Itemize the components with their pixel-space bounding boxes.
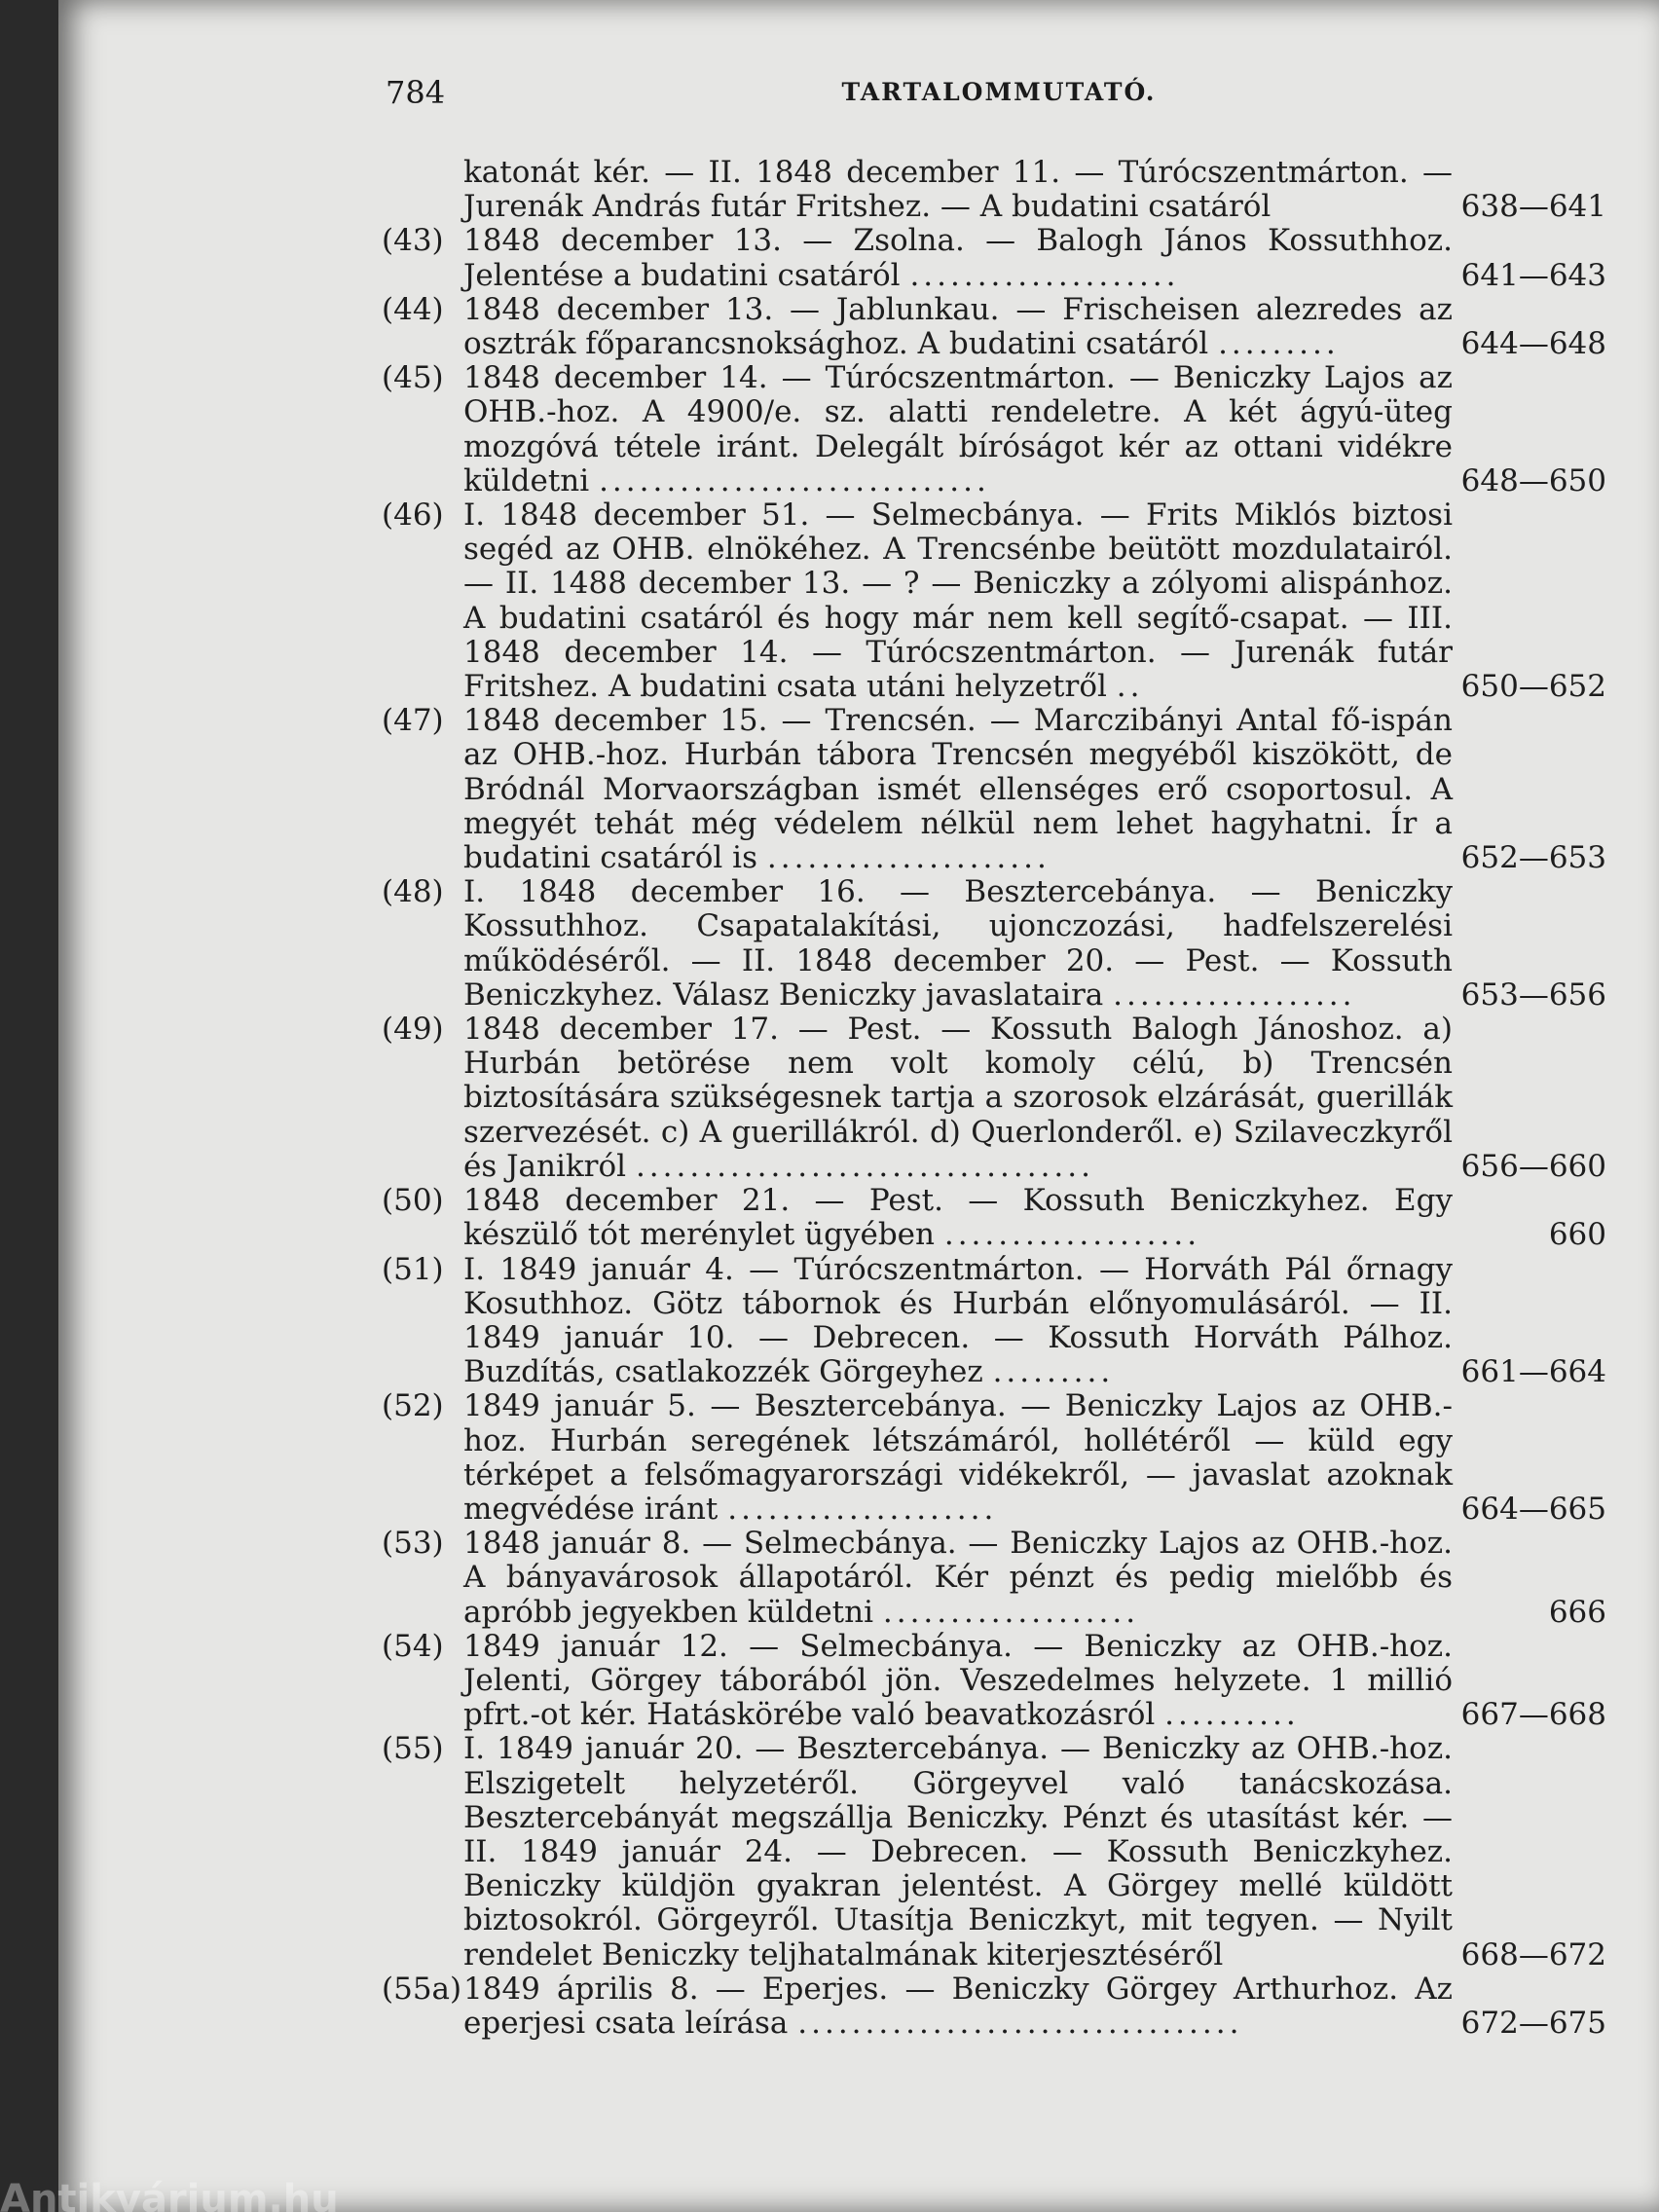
entry-pages: 661—664 (1460, 1354, 1606, 1390)
entry-text: 1848 december 15. — Trencsén. — Marczibányi Antal fő-ispán az OHB.-hoz. Hurbán tábora Trencsén megyéből kiszökött, de Bródnál Morvaországban ismét ellenséges erő csoportosul. A megyét tehát még védelem nélkül nem lehet hagyhatni. Ír a budatini csatáról is ..................... (463, 703, 1453, 876)
entry-pages: 652—653 (1460, 840, 1606, 876)
entry-number: (55a) (382, 1971, 462, 2007)
entry-text: 1849 április 8. — Eperjes. — Beniczky Görgey Arthurhoz. Az eperjesi csata leírása ................................. (463, 1971, 1453, 2041)
watermark-text: Antikvárium.hu (0, 2177, 339, 2212)
toc-entry (382, 1013, 1628, 1184)
entry-pages: 648—650 (1460, 462, 1606, 498)
entry-number: (50) (382, 1183, 444, 1219)
dot-leader: ......... (992, 1354, 1115, 1390)
entry-pages: 667—668 (1460, 1697, 1606, 1733)
toc-entry (382, 361, 1628, 498)
dot-leader: .......... (1164, 1697, 1300, 1733)
entry-number: (54) (382, 1628, 444, 1664)
toc-entry (382, 1527, 1628, 1630)
entry-number: (51) (382, 1251, 444, 1287)
toc-entry (382, 704, 1628, 875)
dot-leader: .................. (1113, 977, 1356, 1013)
entry-text: 1848 december 17. — Pest. — Kossuth Balogh Jánoshoz. a) Hurbán betörése nem volt komoly célú, b) Trencsén biztosítására szükségesnek tartja a szorosok elzárását, guerillák szervezését. c) A guerillákról. d) Querlonderől. e) Szilaveczkyről és Janikról .................................. (463, 1012, 1453, 1184)
toc-entry (382, 1732, 1628, 1972)
entry-number: (53) (382, 1526, 444, 1562)
entry-text: 1848 december 14. — Túrócszentmárton. — Beniczky Lajos az OHB.-hoz. A 4900/e. sz. alatti rendeletre. A két ágyú-üteg mozgóvá tétele iránt. Delegált bíróságot kér az ottani vidékre küldetni ............................. (463, 360, 1453, 498)
toc-entry (382, 1184, 1628, 1252)
dot-leader: ................... (943, 1217, 1201, 1253)
page-header (386, 74, 1612, 113)
book-page (58, 0, 1659, 2212)
entry-pages: 666 (1548, 1594, 1606, 1630)
entry-number: (43) (382, 223, 444, 259)
dot-leader: .................... (727, 1491, 998, 1527)
entry-pages: 668—672 (1460, 1936, 1606, 1972)
entry-pages: 653—656 (1460, 977, 1606, 1013)
dot-leader: ................... (882, 1594, 1140, 1630)
toc-entry (382, 498, 1628, 704)
toc-entry (382, 224, 1628, 292)
entry-number (382, 156, 463, 224)
entry-number: (48) (382, 874, 444, 910)
entry-text: 1848 december 13. — Zsolna. — Balogh János Kossuthhoz. Jelentése a budatini csatáról .................... (463, 223, 1453, 293)
entry-number: (45) (382, 360, 444, 396)
entry-text: 1849 január 5. — Besztercebánya. — Beniczky Lajos az OHB.-hoz. Hurbán seregének létszámáról, hollétéről — küld egy térképet a felsőmagyarországi vidékekről, — javaslat azoknak megvédése iránt .................... (463, 1388, 1453, 1527)
entry-number: (44) (382, 291, 444, 327)
entry-text: I. 1849 január 20. — Besztercebánya. — Beniczky az OHB.-hoz. Elszigetelt helyzetéről. Görgeyvel való tanácskozása. Besztercebányát megszállja Beniczky. Pénzt és utasítást kér. — II. 1849 január 24. — Debrecen. — Kossuth Beniczkyhez. Beniczky küldjön gyakran jelentést. A Görgey mellé küldött biztosokról. Görgeyről. Utasítja Beniczkyt, mit tegyen. — Nyilt rendelet Beniczky teljhatalmának kiterjesztéséről (463, 1731, 1453, 1972)
dot-leader: ................................. (797, 2005, 1243, 2041)
entry-text: I. 1848 december 16. — Besztercebánya. — Beniczky Kossuthhoz. Csapatalakítási, ujonczozási, hadfelszerelési működéséről. — II. 1848 december 20. — Pest. — Kossuth Beniczkyhez. Válasz Beniczky javaslataira .................. (463, 874, 1453, 1013)
dot-leader: .................................. (635, 1148, 1094, 1184)
toc-entry (382, 1253, 1628, 1390)
toc-entry (382, 1972, 1628, 2041)
entry-pages: 672—675 (1460, 2005, 1606, 2041)
toc-entry (382, 156, 1628, 224)
entry-text: 1849 január 12. — Selmecbánya. — Beniczky az OHB.-hoz. Jelenti, Görgey táborából jön. Veszedelmes helyzete. 1 millió pfrt.-ot kér. Hatáskörébe való beavatkozásról .......... (463, 1628, 1453, 1733)
entry-pages: 641—643 (1460, 257, 1606, 293)
entry-number: (46) (382, 498, 444, 534)
entry-pages: 660 (1548, 1217, 1606, 1253)
entry-text: 1848 január 8. — Selmecbánya. — Beniczky Lajos az OHB.-hoz. A bányavárosok állapotáról. Kér pénzt és pedig mielőbb és apróbb jegyekben küldetni ................... (463, 1526, 1453, 1630)
running-title: TARTALOMMUTATÓ. (841, 78, 1157, 106)
entry-pages: 650—652 (1460, 669, 1606, 705)
dot-leader: ..................... (766, 840, 1051, 876)
entry-text: 1848 december 21. — Pest. — Kossuth Beniczkyhez. Egy készülő tót merénylet ügyében ................... (463, 1183, 1453, 1253)
entry-text: 1848 december 13. — Jablunkau. — Frischeisen alezredes az osztrák főparancsnoksághoz. A budatini csatáról ......... (463, 291, 1453, 362)
dot-leader: .. (1116, 669, 1144, 705)
toc-entries (382, 156, 1628, 2041)
entry-number: (55) (382, 1731, 444, 1767)
entry-pages: 638—641 (1460, 189, 1606, 225)
toc-entry (382, 1630, 1628, 1733)
entry-text: katonát kér. — II. 1848 december 11. — Túrócszentmárton. — Jurenák András futár Fritshez. — A budatini csatáról (463, 155, 1453, 225)
toc-entry (382, 875, 1628, 1013)
entry-text: I. 1848 december 51. — Selmecbánya. — Frits Miklós biztosi segéd az OHB. elnökéhez. A Trencsénbe beütött mozdulatairól. — II. 1488 december 13. — ? — Beniczky a zólyomi alispánhoz. A budatini csatáról és hogy már nem kell segítő-csapat. — III. 1848 december 14. — Túrócszentmárton. — Jurenák futár Fritshez. A budatini csata utáni helyzetről .. (463, 498, 1453, 705)
entry-pages: 644—648 (1460, 326, 1606, 362)
toc-entry (382, 293, 1628, 361)
entry-pages: 664—665 (1460, 1491, 1606, 1527)
entry-number: (52) (382, 1388, 444, 1424)
entry-text: I. 1849 január 4. — Túrócszentmárton. — Horváth Pál őrnagy Kosuthhoz. Götz tábornok és Hurbán előnyomulásáról. — II. 1849 január 10. — Debrecen. — Kossuth Horváth Pálhoz. Buzdítás, csatlakozzék Görgeyhez ......... (463, 1251, 1453, 1390)
entry-number: (47) (382, 703, 444, 739)
dot-leader: ............................. (599, 462, 990, 498)
entry-pages: 656—660 (1460, 1148, 1606, 1184)
toc-entry (382, 1389, 1628, 1527)
entry-number: (49) (382, 1012, 444, 1048)
dot-leader: ......... (1218, 326, 1340, 362)
page-number: 784 (386, 74, 446, 111)
dot-leader: .................... (909, 257, 1180, 293)
